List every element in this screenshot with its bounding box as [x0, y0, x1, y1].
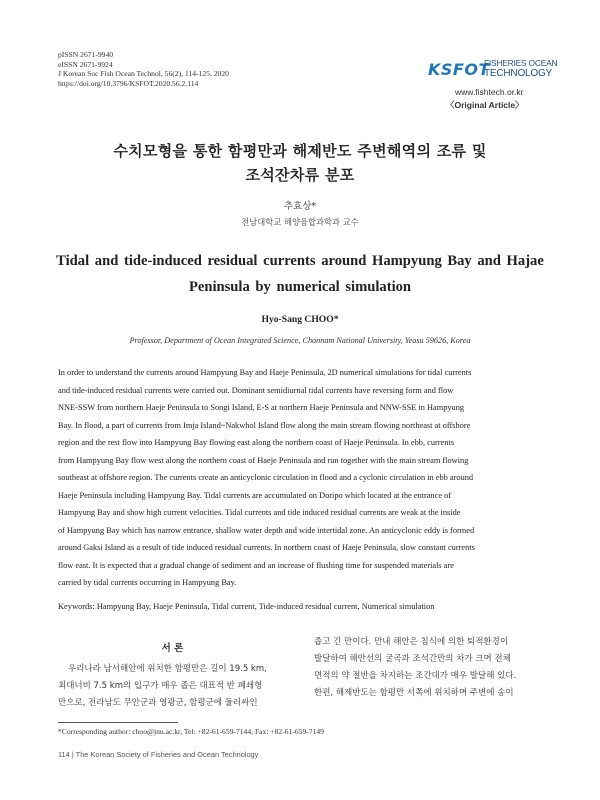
abstract-line: flow east. It is expected that a gradual change of sediment and an increase of flushing time for suspended materials are [58, 560, 454, 570]
body-line: 우리나라 남서해안에 위치한 함평만은 길이 19.5 km, [68, 664, 267, 674]
korean-affiliation: 전남대학교 해양융합과학과 교수 [241, 217, 359, 227]
footnote-rule [58, 722, 178, 723]
abstract [58, 364, 544, 592]
intro-left-column [58, 661, 286, 712]
abstract-line: In order to understand the currents around Hampyung Bay and Haeje Peninsula, 2D numerical simulations for tidal currents [58, 368, 472, 377]
english-affiliation: Professor, Department of Ocean Integrated Science, Chonnam National University, Yeosu 59626, Korea [129, 336, 471, 345]
abstract-line: Haeje Peninsula including Hampyung Bay. Tidal currents are accumulated on Doripo which located at the entrance of [58, 490, 452, 500]
abstract-line: and tide-induced residual currents were carried out. Dominant semidiurnal tidal currents have reversing form and flow [58, 385, 454, 395]
journal-header [58, 50, 229, 88]
keywords: Keywords: Hampyung Bay, Haeje Peninsula, Tidal current, Tide-induced residual current, Numerical simulation [58, 602, 435, 611]
english-title-line-2: Peninsula by numerical simulation [188, 279, 412, 295]
corresponding-author-footnote: *Corresponding author: choo@jnu.ac.kr, Tel: +82-61-659-7144, Fax: +82-61-659-7149 [58, 727, 324, 736]
abstract-line: around Gaksi Island as a result of tide induced residual currents. In northern coast of Haeje Peninsula, slow constant currents [58, 543, 475, 552]
logo-line-2: TECHNOLOGY [484, 68, 553, 79]
logo-line-1: FISHERIES OCEAN [484, 58, 558, 68]
body-line: 최대너비 7.5 km의 입구가 매우 좁은 대표적 반 폐쇄형 [58, 681, 263, 691]
pissn: pISSN 2671-9940 [58, 50, 114, 59]
body-line: 면적의 약 절반을 차지하는 조간대가 매우 발달해 있다. [314, 671, 517, 681]
korean-title-line-2: 조석잔차류 분포 [245, 166, 355, 184]
article-type: 〈Original Article〉 [446, 100, 524, 110]
body-line: 만으로, 전라남도 무안군과 영광군, 함평군에 둘러싸인 [58, 698, 258, 708]
section-heading-introduction: 서 론 [161, 643, 184, 654]
abstract-line: Bay. In flood, a part of currents from Imja Island~Nakwhol Island flow along the main stream flowing northeast at offshore [58, 420, 471, 430]
logo-wordmark: KSFOT [428, 60, 490, 79]
body-line: 한편, 해제반도는 함평만 서쪽에 위치하며 주변에 송이 [314, 688, 514, 698]
body-line: 발달하여 해안선의 굴곡과 조석간만의 차가 크며 전체 [314, 654, 511, 664]
doi-link[interactable]: https://doi.org/10.3796/KSFOT.2020.56.2.114 [58, 78, 199, 88]
abstract-line: from Hampyung Bay flow west along the northern coast of Haeje Peninsula and run together with the main stream flowing [58, 455, 469, 465]
korean-author: 추효상* [283, 201, 317, 212]
journal-logo [428, 55, 558, 85]
abstract-line: southeast at offshore region. The currents create an anticyclonic circulation in flood and a cyclonic circulation in ebb around [58, 473, 474, 482]
eissn: eISSN 2671-9924 [58, 59, 113, 69]
abstract-line: NNE-SSW from northern Haeje Peninsula to Songi Island, E-S at northern Haeje Peninsula and NNW-SSE in Hampyung [58, 403, 465, 412]
intro-right-column [314, 634, 542, 702]
citation: J Korean Soc Fish Ocean Technol, 56(2), 114-125, 2020 [58, 69, 229, 79]
abstract-line: region and the rest flow into Hampyung Bay flowing east along the northern coast of Haeje Peninsula. In ebb, currents [58, 438, 454, 447]
abstract-line: Hampyung Bay and show high current velocities. Tidal currents and tide induced residual currents are weak at the inside [58, 508, 461, 517]
abstract-line: carried by tidal currents occurring in Hampyung Bay. [58, 578, 237, 587]
abstract-line: of Hampyung Bay which has narrow entrance, shallow water depth and wide intertidal zone. An anticyclonic eddy is formed [58, 525, 475, 535]
journal-url[interactable]: www.fishtech.or.kr [455, 87, 524, 97]
english-author: Hyo-Sang CHOO* [261, 314, 339, 325]
english-title-line-1: Tidal and tide-induced residual currents around Hampyung Bay and Hajae [56, 253, 544, 269]
page-footer: 114 | The Korean Society of Fisheries and Ocean Technology [58, 750, 259, 759]
body-line: 좁고 긴 만이다. 만내 해안은 침식에 의한 퇴적환경이 [314, 637, 509, 647]
korean-title-line-1: 수치모형을 통한 함평만과 해제반도 주변해역의 조류 및 [113, 142, 487, 160]
